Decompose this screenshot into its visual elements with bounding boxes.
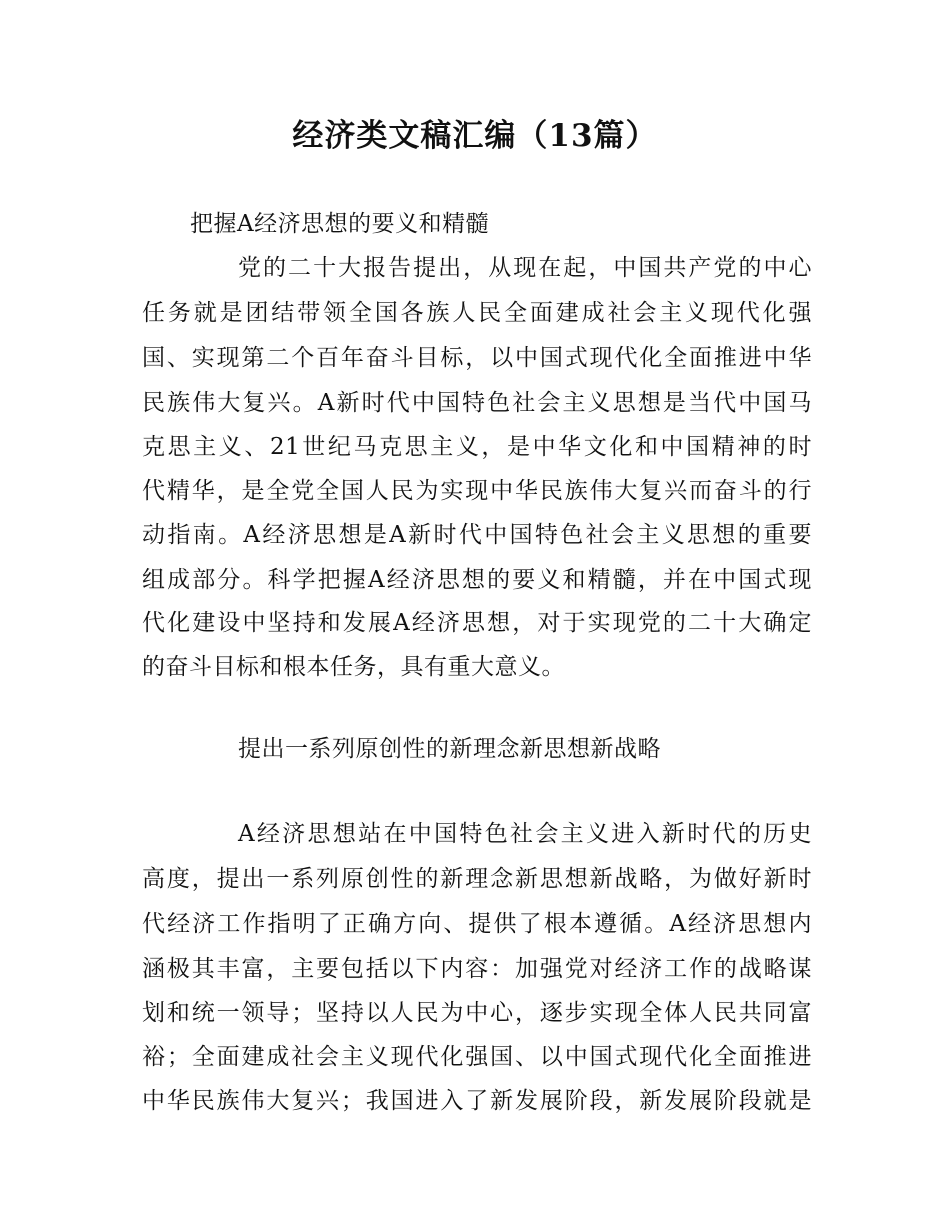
document-title: 经济类文稿汇编（13篇）	[292, 118, 658, 154]
paragraph-line: A经济思想站在中国特色社会主义进入新时代的历史	[238, 821, 812, 847]
paragraph-line: 任务就是团结带领全国各族人民全面建成社会主义现代化强	[142, 300, 812, 326]
document-subtitle: 把握A经济思想的要义和精髓	[190, 211, 490, 237]
paragraph-line: 高度，提出一系列原创性的新理念新思想新战略，为做好新时	[142, 866, 812, 892]
paragraph-line: 的奋斗目标和根本任务，具有重大意义。	[142, 654, 565, 680]
paragraph-line: 中华民族伟大复兴；我国进入了新发展阶段，新发展阶段就是	[142, 1088, 812, 1114]
paragraph-line: 克思主义、21世纪马克思主义，是中华文化和中国精神的时	[142, 434, 812, 460]
paragraph-line: 划和统一领导；坚持以人民为中心，逐步实现全体人民共同富	[142, 1000, 812, 1026]
paragraph-line: 国、实现第二个百年奋斗目标，以中国式现代化全面推进中华	[142, 345, 812, 371]
paragraph-line: 代经济工作指明了正确方向、提供了根本遵循。A经济思想内	[142, 911, 812, 937]
paragraph-line: 组成部分。科学把握A经济思想的要义和精髓，并在中国式现	[142, 567, 812, 593]
paragraph-line: 动指南。A经济思想是A新时代中国特色社会主义思想的重要	[142, 522, 812, 548]
section-heading: 提出一系列原创性的新理念新思想新战略	[238, 736, 661, 762]
paragraph-line: 民族伟大复兴。A新时代中国特色社会主义思想是当代中国马	[142, 390, 812, 416]
paragraph-line: 代精华，是全党全国人民为实现中华民族伟大复兴而奋斗的行	[142, 478, 812, 504]
paragraph-line: 党的二十大报告提出，从现在起，中国共产党的中心	[238, 255, 812, 281]
paragraph-line: 涵极其丰富，主要包括以下内容：加强党对经济工作的战略谋	[142, 956, 812, 982]
paragraph-line: 裕；全面建成社会主义现代化强国、以中国式现代化全面推进	[142, 1044, 812, 1070]
paragraph-line: 代化建设中坚持和发展A经济思想，对于实现党的二十大确定	[142, 610, 812, 636]
